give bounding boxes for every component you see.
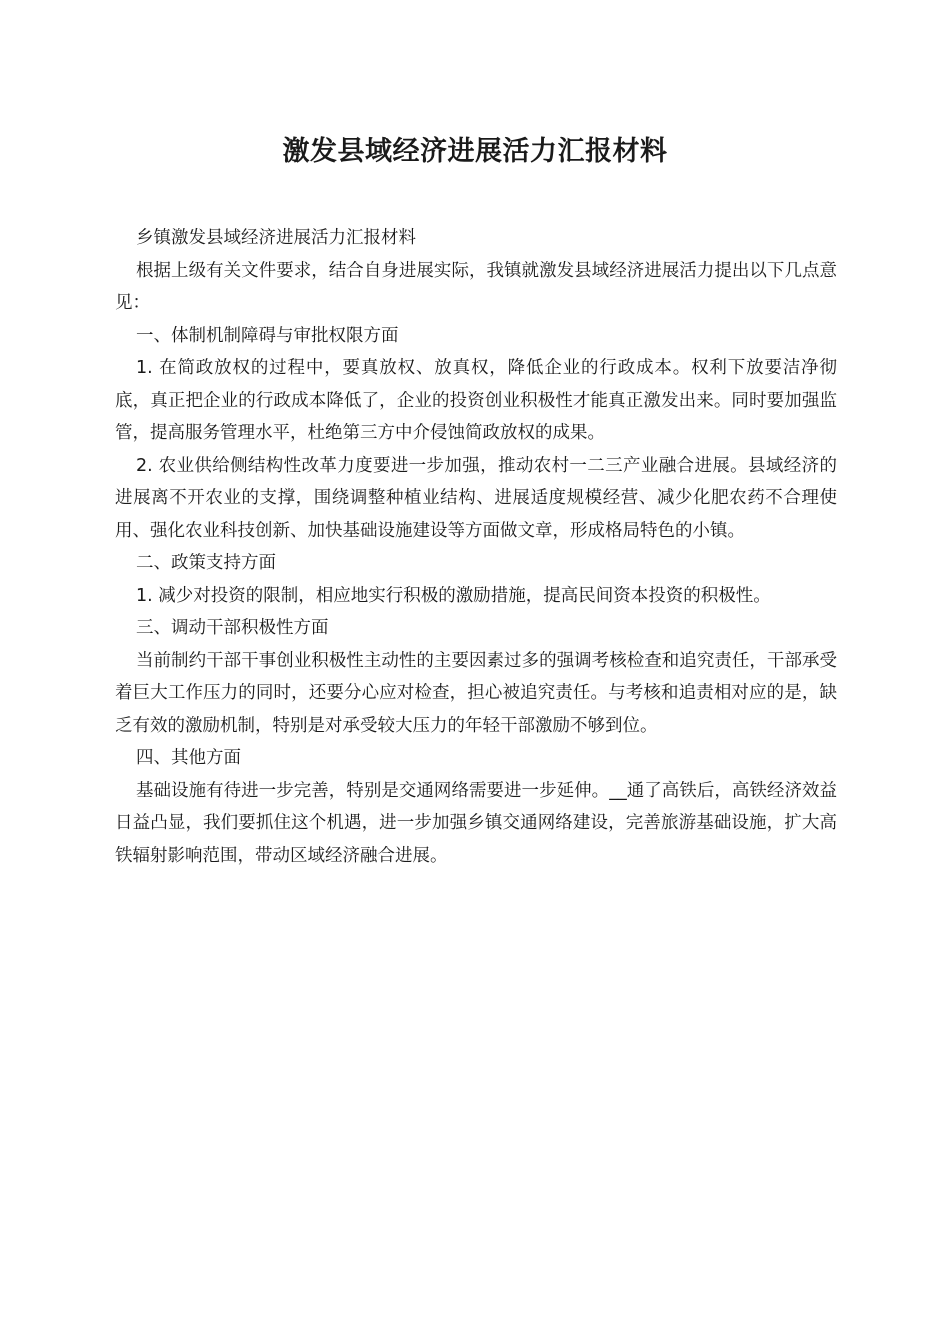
section-3-paragraph: 当前制约干部干事创业积极性主动性的主要因素过多的强调考核检查和追究责任，干部承受着巨大工作压力的同时，还要分心应对检查，担心被追究责任。与考核和追责相对应的是，缺乏有效的激励机制，特别是对承受较大压力的年轻干部激励不够到位。	[115, 650, 837, 736]
section-heading-4: 四、其他方面	[136, 748, 241, 768]
section-heading-1: 一、体制机制障碍与审批权限方面	[136, 325, 399, 346]
intro-paragraph: 根据上级有关文件要求，结合自身进展实际，我镇就激发县域经济进展活力提出以下几点意见：	[115, 260, 837, 313]
section-heading-3: 三、调动干部积极性方面	[136, 618, 329, 638]
section-4-paragraph: 基础设施有待进一步完善，特别是交通网络需要进一步延伸。__通了高铁后，高铁经济效益日益凸显，我们要抓住这个机遇，进一步加强乡镇交通网络建设，完善旅游基础设施，扩大高铁辐射影响范围，带动区域经济融合进展。	[115, 780, 837, 866]
section-1-item-1: 1. 在简政放权的过程中，要真放权、放真权，降低企业的行政成本。权利下放要洁净彻底，真正把企业的行政成本降低了，企业的投资创业积极性才能真正激发出来。同时要加强监管，提高服务管理水平，杜绝第三方中介侵蚀简政放权的成果。	[115, 358, 837, 443]
section-heading-2: 二、政策支持方面	[136, 553, 276, 573]
document-title: 激发县域经济进展活力汇报材料	[282, 136, 668, 167]
section-1-item-2: 2. 农业供给侧结构性改革力度要进一步加强，推动农村一二三产业融合进展。县域经济的进展离不开农业的支撑，围绕调整种植业结构、进展适度规模经营、减少化肥农药不合理使用、强化农业科技创新、加快基础设施建设等方面做文章，形成格局特色的小镇。	[115, 455, 837, 541]
document-body	[115, 222, 837, 872]
section-2-item-1: 1. 减少对投资的限制，相应地实行积极的激励措施，提高民间资本投资的积极性。	[136, 585, 771, 606]
document-subtitle: 乡镇激发县域经济进展活力汇报材料	[136, 228, 416, 248]
